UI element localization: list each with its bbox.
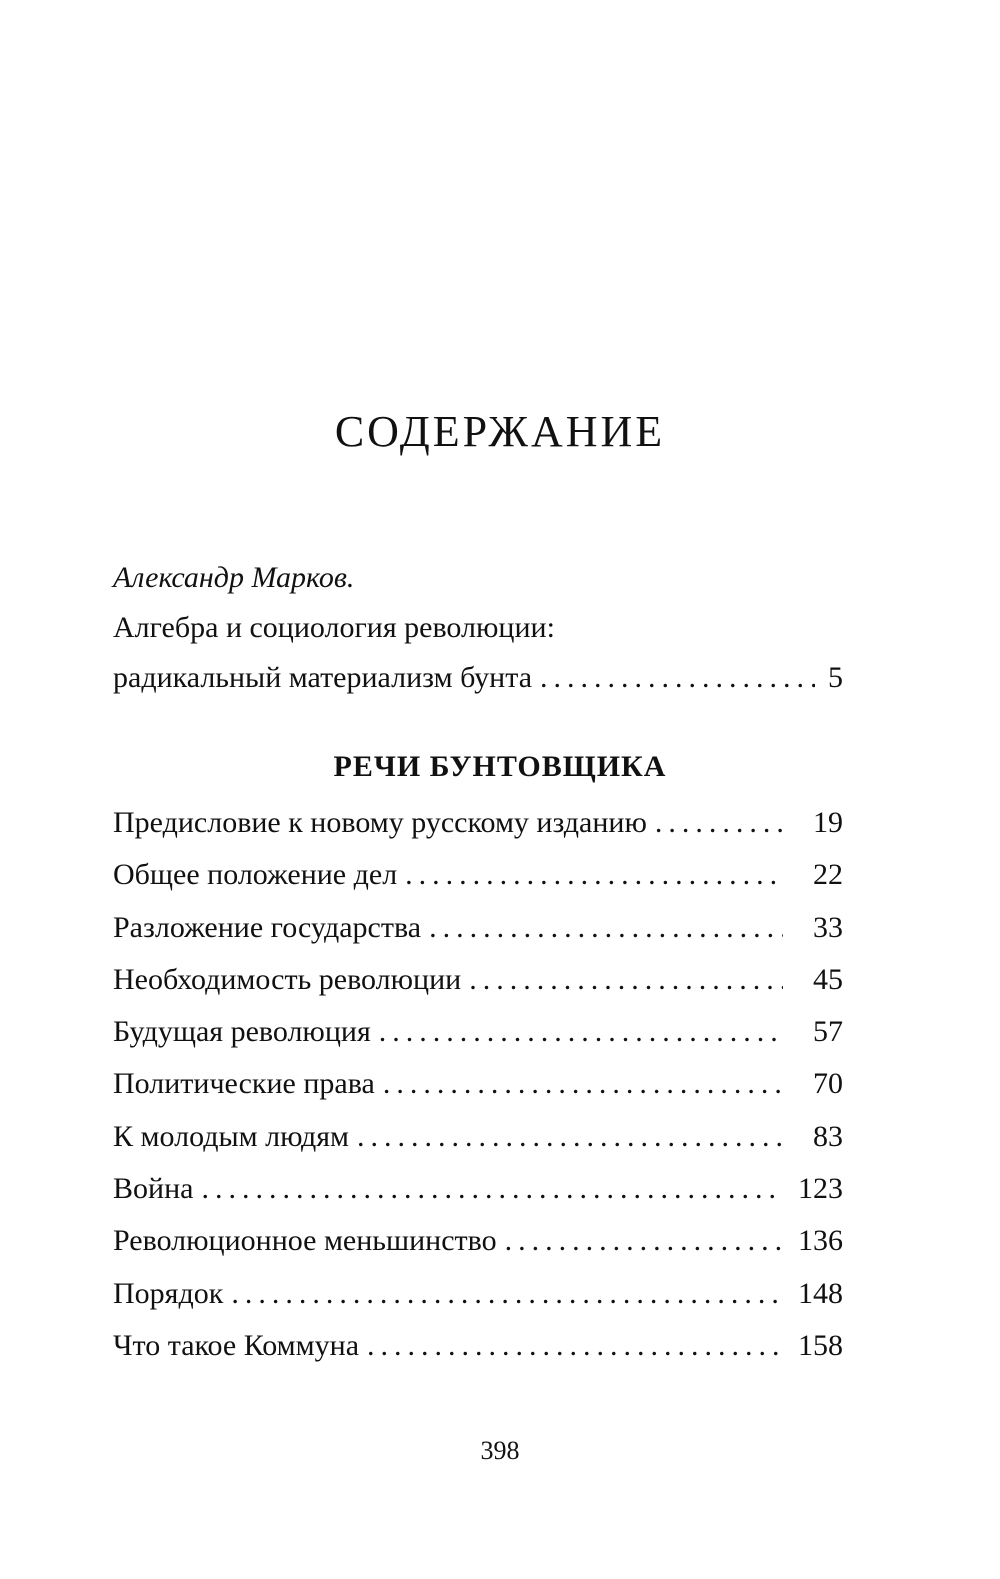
section-heading: РЕЧИ БУНТОВЩИКА bbox=[333, 750, 667, 783]
toc-entry[interactable] bbox=[113, 1215, 843, 1267]
dot-leader bbox=[429, 902, 783, 954]
intro-title-text: радикальный материализм бунта bbox=[113, 661, 533, 694]
toc-entry-title: Политические права bbox=[113, 1067, 375, 1101]
toc-entry[interactable] bbox=[113, 1268, 843, 1320]
toc-entry-page: 83 bbox=[813, 1119, 843, 1153]
toc-entry-page: 70 bbox=[813, 1067, 843, 1101]
toc-entry-title: Война bbox=[113, 1172, 194, 1206]
toc-entry-page: 136 bbox=[798, 1224, 843, 1258]
dot-leader bbox=[379, 1006, 783, 1058]
intro-author: Александр Марков. bbox=[113, 561, 355, 594]
dot-leader bbox=[655, 797, 783, 849]
page-number: 398 bbox=[480, 1436, 520, 1465]
dot-leader bbox=[383, 1058, 783, 1110]
toc-entry[interactable] bbox=[113, 954, 843, 1006]
toc-entry-title: Разложение государства bbox=[113, 910, 422, 944]
toc-entry-page: 45 bbox=[813, 962, 843, 996]
dot-leader bbox=[469, 954, 783, 1006]
intro-entry[interactable] bbox=[113, 553, 843, 703]
toc-entry[interactable] bbox=[113, 1111, 843, 1163]
intro-title-line-2 bbox=[113, 653, 843, 703]
toc-entry-page: 22 bbox=[813, 858, 843, 892]
toc-entry[interactable] bbox=[113, 1006, 843, 1058]
toc-entry-page: 148 bbox=[798, 1276, 843, 1310]
toc-entry-title: Что такое Коммуна bbox=[113, 1328, 360, 1362]
page-title: СОДЕРЖАНИЕ bbox=[334, 407, 666, 456]
toc-entry-title: Порядок bbox=[113, 1276, 224, 1310]
toc-entry-title: Общее положение дел bbox=[113, 858, 398, 892]
dot-leader bbox=[201, 1163, 783, 1215]
dot-leader bbox=[367, 1320, 783, 1372]
toc-entry[interactable] bbox=[113, 1163, 843, 1215]
toc-entry[interactable] bbox=[113, 902, 843, 954]
toc-entry-page: 19 bbox=[813, 806, 843, 839]
toc-list bbox=[113, 797, 843, 1372]
toc-entry-page: 158 bbox=[798, 1328, 843, 1362]
dot-leader bbox=[540, 653, 815, 703]
intro-title-line-1: Алгебра и социология революции: bbox=[113, 611, 555, 644]
intro-page-number: 5 bbox=[828, 661, 843, 694]
toc-entry[interactable] bbox=[113, 1058, 843, 1110]
dot-leader bbox=[357, 1111, 783, 1163]
toc-entry[interactable] bbox=[113, 849, 843, 901]
toc-entry-title: К молодым людям bbox=[113, 1119, 350, 1153]
toc-entry-title: Предисловие к новому русскому изданию bbox=[113, 806, 647, 839]
toc-entry-title: Будущая революция bbox=[113, 1015, 371, 1049]
dot-leader bbox=[405, 849, 783, 901]
toc-entry-page: 33 bbox=[813, 910, 843, 944]
toc-entry[interactable] bbox=[113, 1320, 843, 1372]
toc-entry-title: Революционное меньшинство bbox=[113, 1224, 497, 1258]
toc-entry[interactable] bbox=[113, 797, 843, 849]
toc-entry-page: 123 bbox=[798, 1172, 843, 1206]
dot-leader bbox=[505, 1215, 783, 1267]
dot-leader bbox=[231, 1268, 783, 1320]
toc-entry-title: Необходимость революции bbox=[113, 962, 462, 996]
toc-entry-page: 57 bbox=[813, 1015, 843, 1049]
